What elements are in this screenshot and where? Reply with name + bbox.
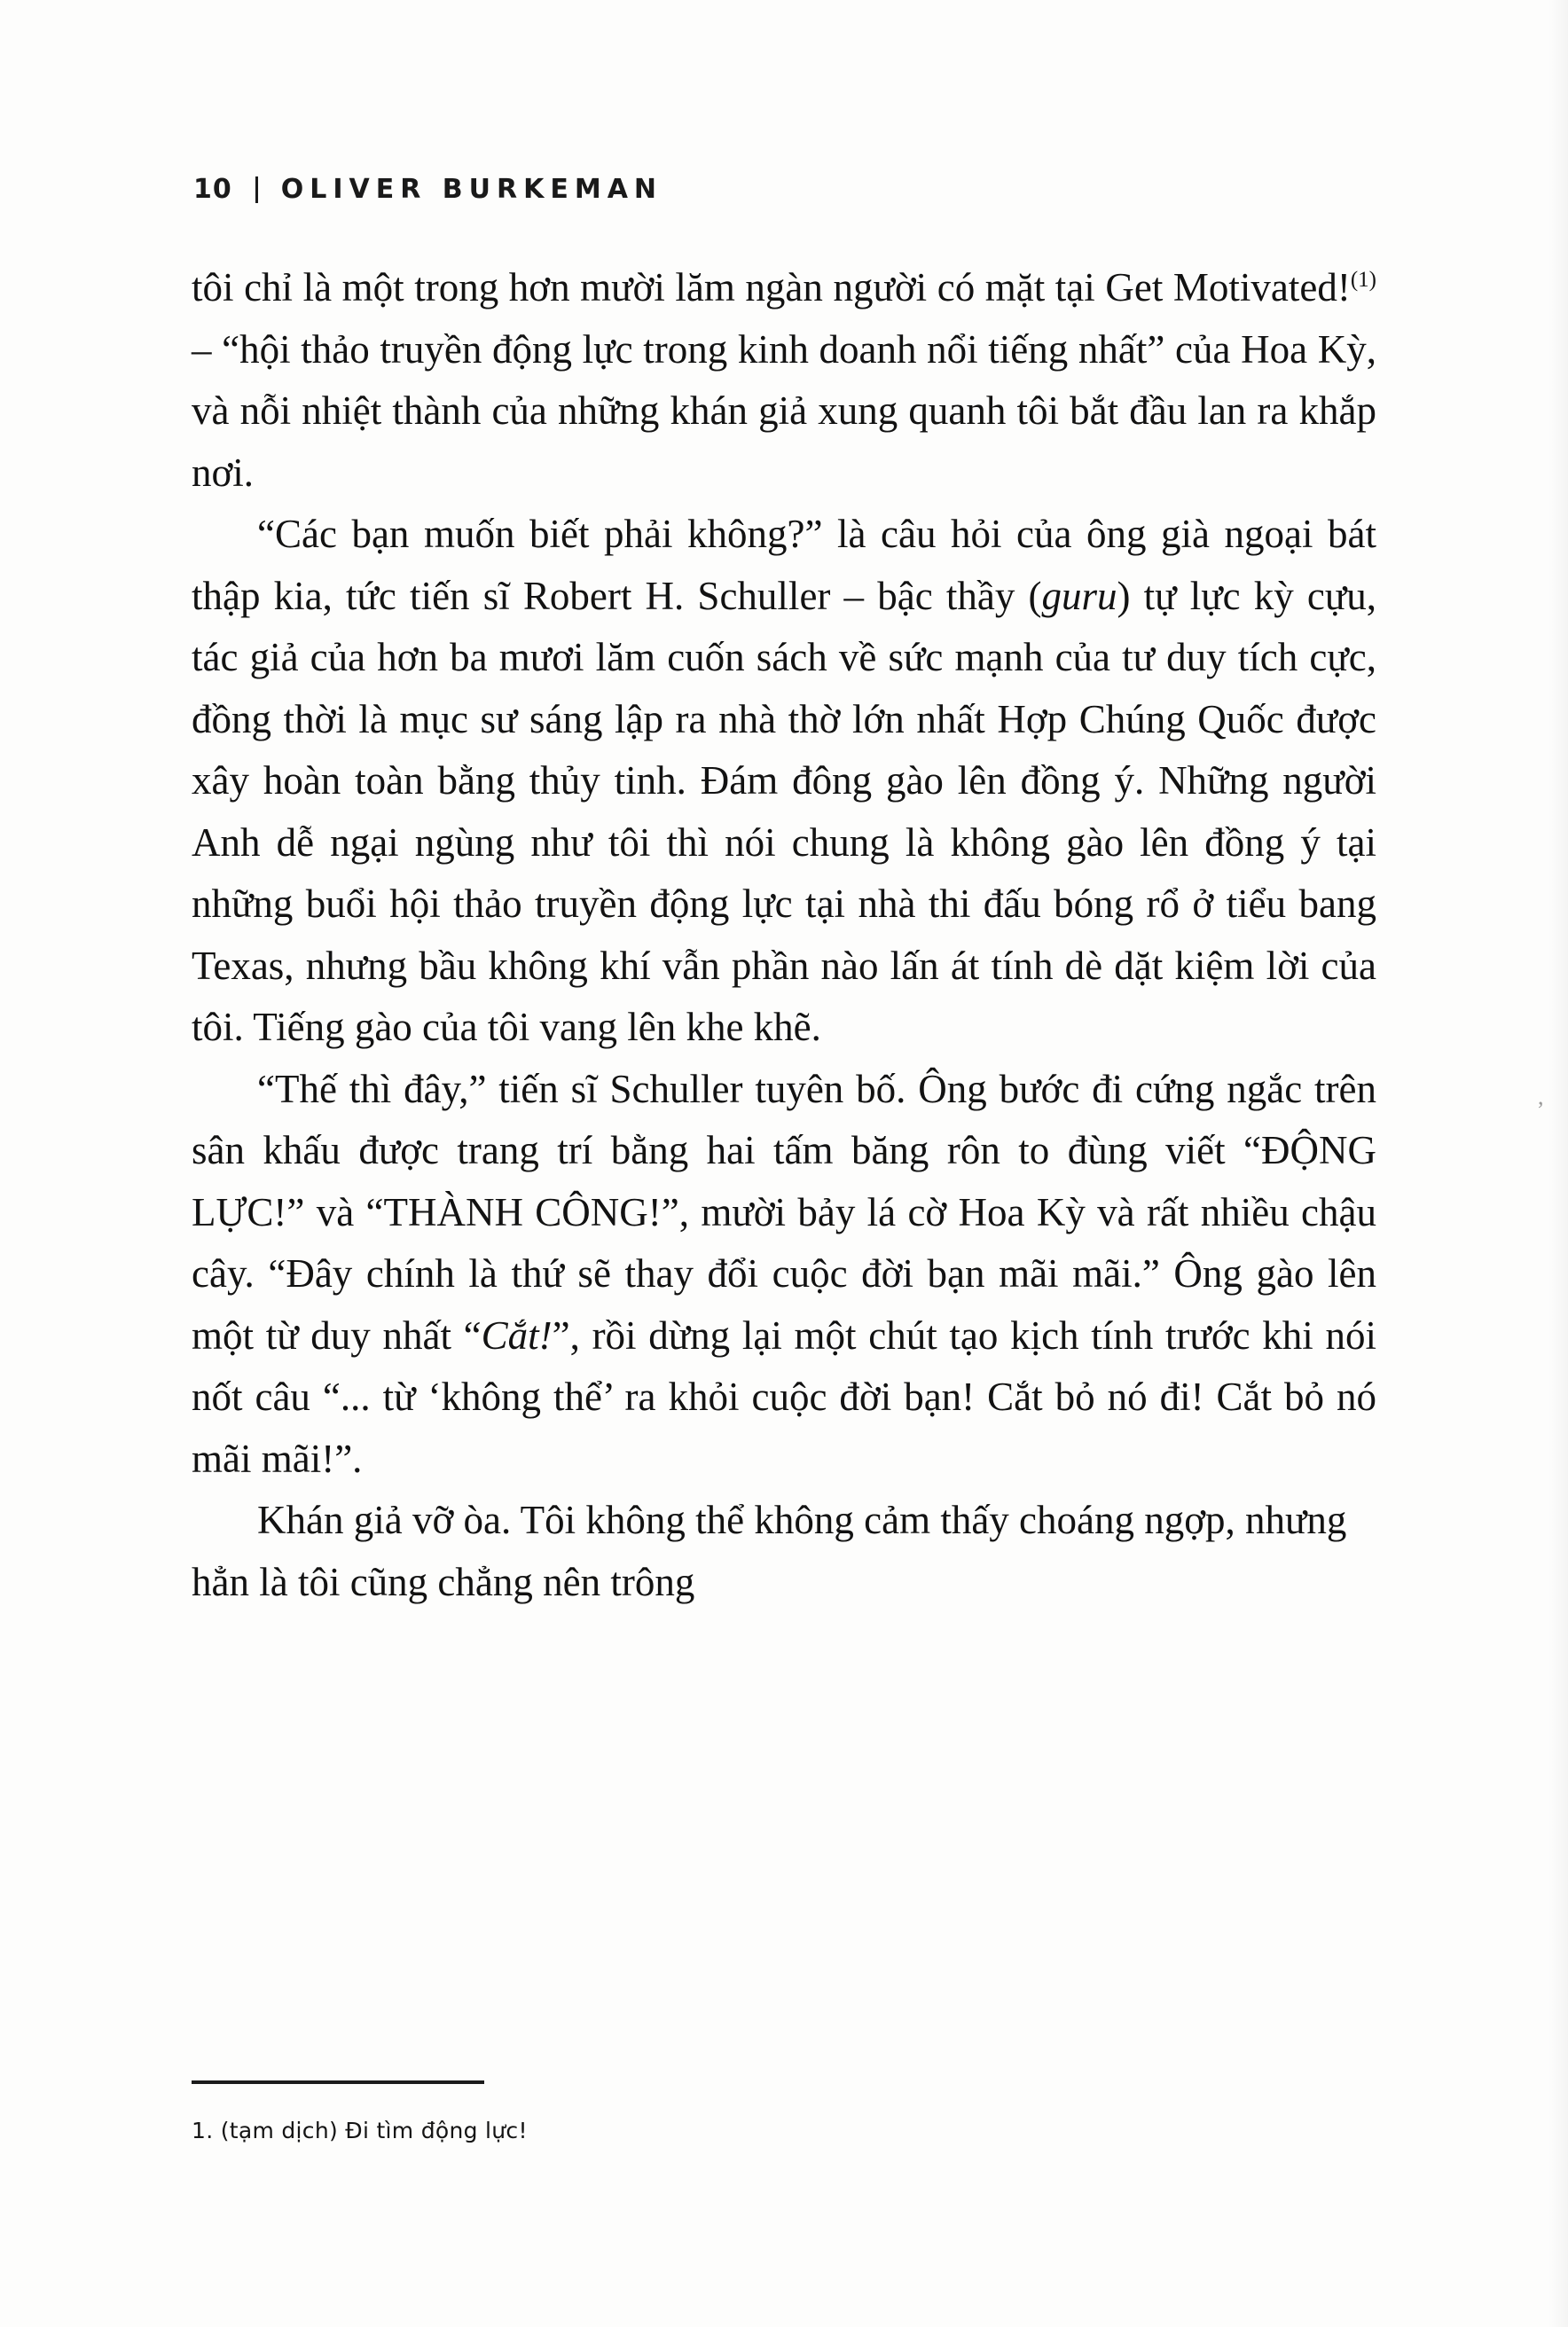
page-spine-shadow	[1548, 0, 1568, 2327]
italic-term: Cắt!	[481, 1312, 553, 1358]
page-body	[192, 257, 1376, 1613]
page-header	[193, 174, 662, 205]
footnote-text: 1. (tạm dịch) Đi tìm động lực!	[192, 2118, 528, 2143]
header-author-name: OLIVER BURKEMAN	[280, 174, 663, 205]
paragraph-3: “Thế thì đây,” tiến sĩ Schuller tuyên bố. Ông bước đi cứng ngắc trên sân khấu được trang trí bằng hai tấm băng rôn to đùng viết “ĐỘNG LỰC!” và “THÀNH CÔNG!”, mười bảy lá cờ Hoa Kỳ và rất nhiều chậu cây. “Đây chính là thứ sẽ thay đổi cuộc đời bạn mãi mãi.” Ông gào lên một từ duy nhất “Cắt!”, rồi dừng lại một chút tạo kịch tính trước khi nói nốt câu “... từ ‘không thể’ ra khỏi cuộc đời bạn! Cắt bỏ nó đi! Cắt bỏ nó mãi mãi!”.	[192, 1066, 1376, 1481]
italic-term: guru	[1041, 573, 1117, 618]
margin-mark: ,	[1538, 1084, 1544, 1109]
paragraph-4: Khán giả vỡ òa. Tôi không thể không cảm thấy choáng ngợp, nhưng hẳn là tôi cũng chẳng nên trông	[192, 1498, 1347, 1604]
footnote-reference: (1)	[1350, 268, 1376, 292]
footnote-separator	[192, 2080, 484, 2084]
paragraph-2: “Các bạn muốn biết phải không?” là câu hỏi của ông già ngoại bát thập kia, tức tiến sĩ Robert H. Schuller – bậc thầy (guru) tự lực kỳ cựu, tác giả của hơn ba mươi lăm cuốn sách về sức mạnh của tư duy tích cực, đồng thời là mục sư sáng lập ra nhà thờ lớn nhất Hợp Chúng Quốc được xây hoàn toàn bằng thủy tinh. Đám đông gào lên đồng ý. Những người Anh dễ ngại ngùng như tôi thì nói chung là không gào lên đồng ý tại những buổi hội thảo truyền động lực tại nhà thi đấu bóng rổ ở tiểu bang Texas, nhưng bầu không khí vẫn phần nào lấn át tính dè dặt kiệm lời của tôi. Tiếng gào của tôi vang lên khe khẽ.	[192, 512, 1376, 1050]
header-divider	[255, 176, 258, 203]
page-folio: 10	[193, 174, 232, 205]
paragraph-1: tôi chỉ là một trong hơn mười lăm ngàn người có mặt tại Get Motivated!$^{(1)}$ – “hội thảo truyền động lực trong kinh doanh nổi tiếng nhất” của Hoa Kỳ, và nỗi nhiệt thành của những khán giả xung quanh tôi bắt đầu lan ra khắp nơi.	[192, 265, 1376, 495]
